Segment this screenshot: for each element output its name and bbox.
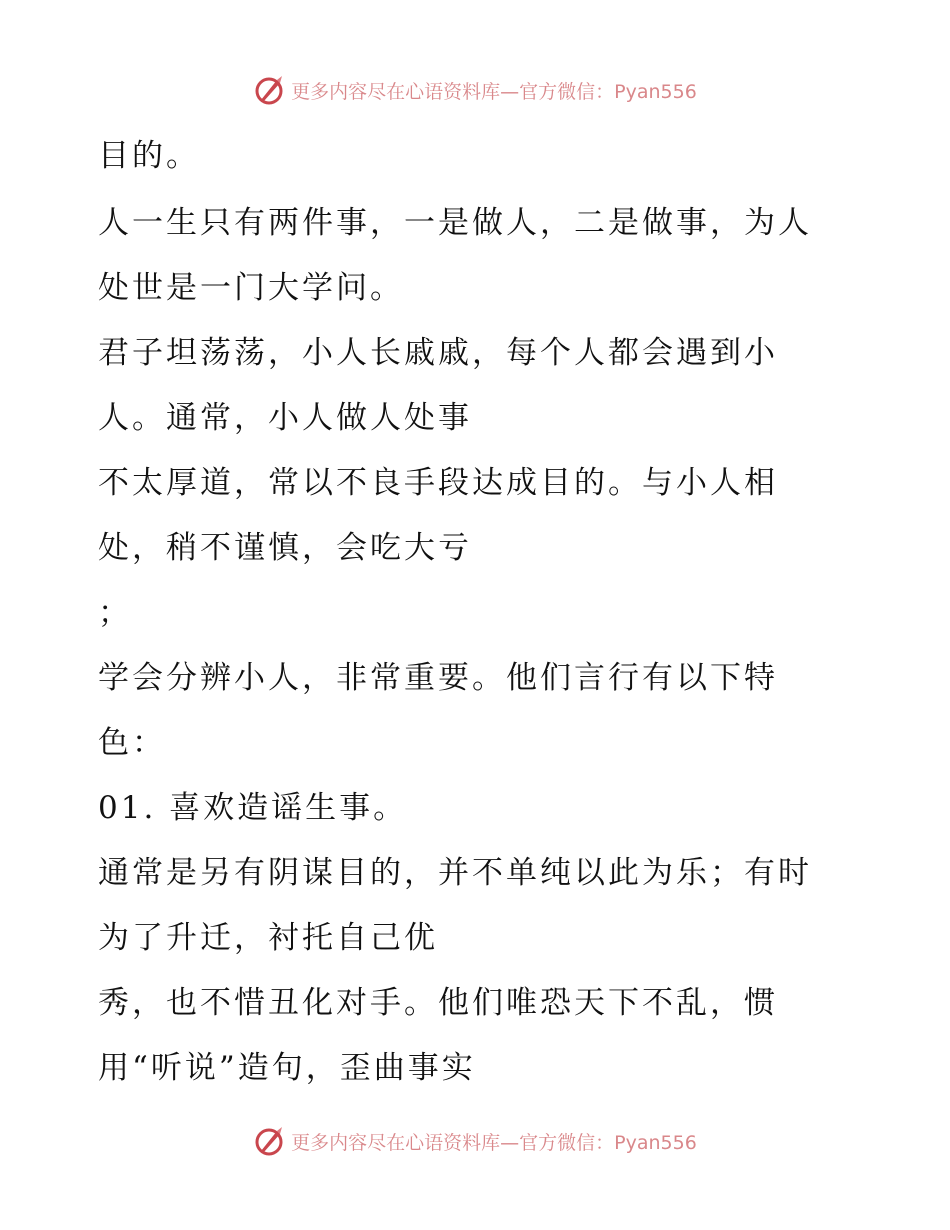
text-line: 君子坦荡荡，小人长戚戚，每个人都会遇到小	[98, 335, 778, 371]
paragraph	[98, 191, 858, 321]
quill-logo-icon	[253, 74, 285, 106]
paragraph	[98, 841, 858, 971]
paragraph	[98, 321, 858, 451]
text-line: ；	[98, 595, 132, 631]
paragraph	[98, 124, 858, 189]
text-line: 处世是一门大学问。	[98, 270, 404, 306]
footer-watermark	[0, 1121, 950, 1161]
text-line: 人一生只有两件事，一是做人，二是做事，为人	[98, 205, 812, 241]
text-line: 人。通常，小人做人处事	[98, 400, 472, 436]
document-body	[98, 124, 858, 1101]
text-line: 01. 喜欢造谣生事。	[98, 790, 408, 826]
paragraph	[98, 581, 858, 646]
paragraph	[98, 646, 858, 776]
text-line: 不太厚道，常以不良手段达成目的。与小人相	[98, 465, 778, 501]
text-line: 处，稍不谨慎，会吃大亏	[98, 530, 472, 566]
watermark-text: 更多内容尽在心语资料库—官方微信：Pyan556	[291, 1131, 697, 1154]
text-line: 学会分辨小人，非常重要。他们言行有以下特	[98, 660, 778, 696]
quill-logo-icon	[253, 1125, 285, 1157]
watermark-text: 更多内容尽在心语资料库—官方微信：Pyan556	[291, 80, 697, 103]
header-watermark	[0, 70, 950, 110]
text-line: 色：	[98, 725, 166, 761]
paragraph	[98, 451, 858, 581]
text-line: 用“听说”造句，歪曲事实	[98, 1050, 476, 1086]
paragraph	[98, 776, 858, 841]
text-line: 通常是另有阴谋目的，并不单纯以此为乐；有时	[98, 855, 812, 891]
text-line: 目的。	[98, 138, 200, 174]
paragraph	[98, 971, 858, 1101]
text-line: 为了升迁，衬托自己优	[98, 920, 438, 956]
text-line: 秀，也不惜丑化对手。他们唯恐天下不乱，惯	[98, 985, 778, 1021]
